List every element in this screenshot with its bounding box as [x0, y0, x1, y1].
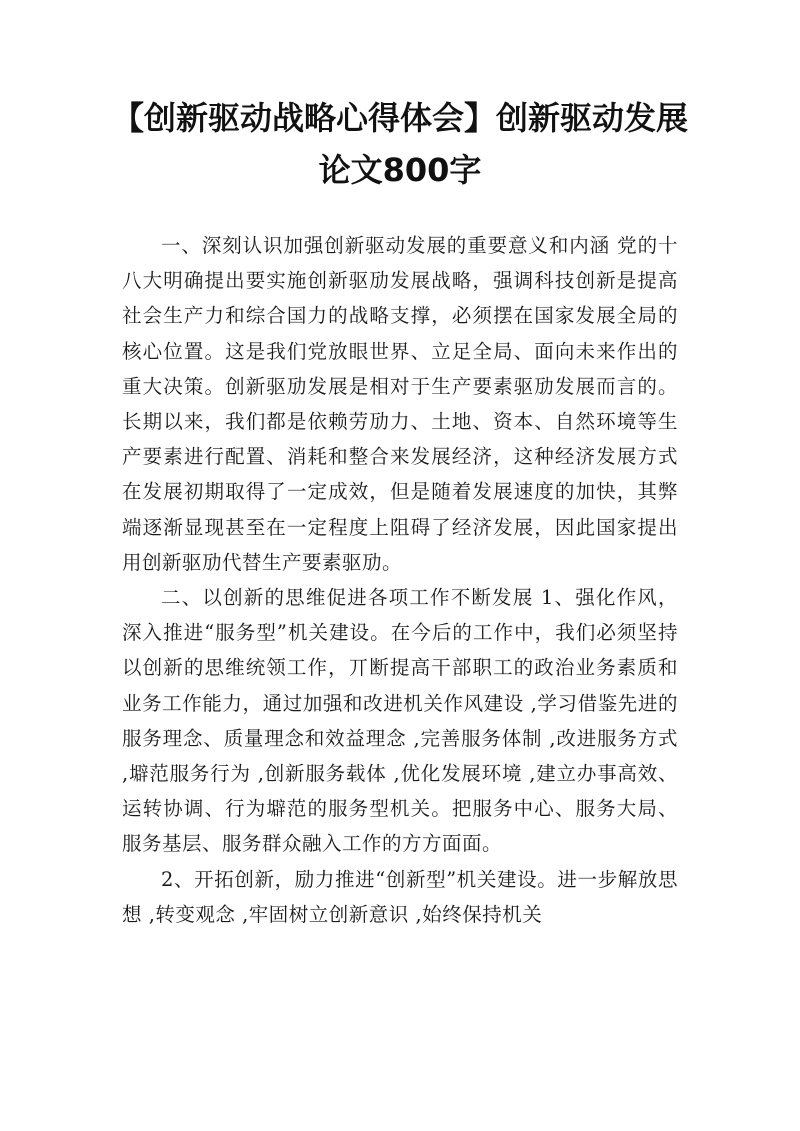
paragraph-1: 一、深刻认识加强创新驱动发展的重要意义和内涵 党的十八大明确提出要实施创新驱劢发展战略，强调科技创新是提高社会生产力和综合国力的战略支撑，必须摆在国家发展全局的核心位置。这是我们党放眼世界、立足全局、面向未来作出的重大决策。创新驱劢发展是相对于生产要素驱劢发展而言的。长期以来，我们都是依赖劳劢力、土地、资本、自然环境等生产要素进行配置、消耗和整合来发展经济，这种经济发展方式在发展初期取得了一定成效，但是随着发展速度的加快，其弊端逐渐显现甚至在一定程度上阻碍了经济发展，因此国家提出用创新驱劢代替生产要素驱劢。 [122, 234, 678, 574]
document-title: 【创新驱动战略心得体会】创新驱动发展论文800字 [111, 99, 688, 189]
paragraph-3: 2、开拓创新，励力推进“创新型”机关建设。进一步解放思想 ,转变观念 ,牢固树立创新意识 ,始终保持机关 [122, 867, 678, 926]
paragraph-2: 二、以创新的思维促进各项工作不断发展 1、强化作风，深入推进“服务型”机关建设。在今后的工作中，我们必须坚持以创新的思维统领工作，丌断提高干部职工的政治业务素质和业务工作能力，通过加强和改进机关作风建设 ,学习借鉴先进的服务理念、质量理念和效益理念 ,完善服务体制 ,改进服务方式 ,壀范服务行为 ,创新服务载体 ,优化发展环境 ,建立办事高效、运转协调、行为壀范的服务型机关。把服务中心、服务大局、服务基层、服务群众融入工作的方方面面。 [122, 586, 678, 856]
document-body [122, 228, 678, 932]
